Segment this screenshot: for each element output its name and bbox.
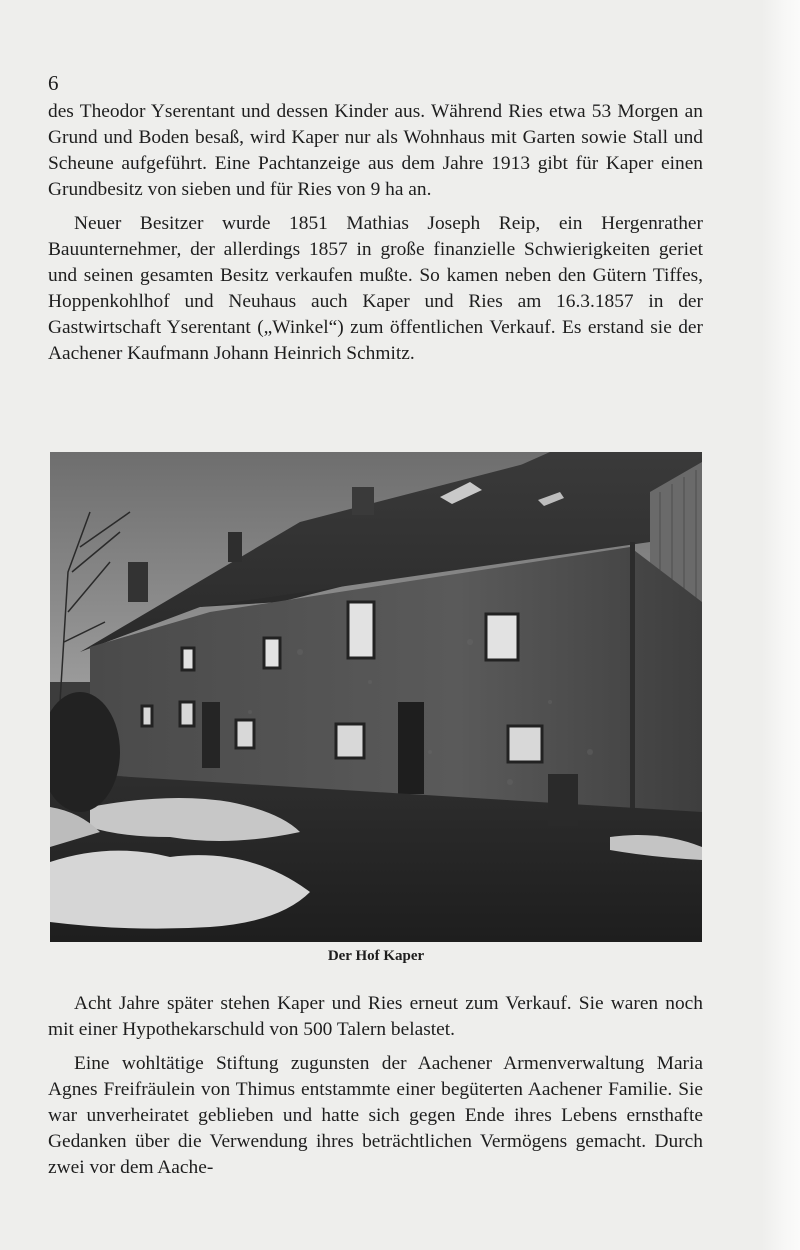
figure-caption: Der Hof Kaper [327, 948, 425, 964]
paragraph: Acht Jahre später stehen Kaper und Ries erneut zum Verkauf. Sie waren noch mit einer Hypothekarschuld von 500 Talern belastet. [48, 993, 703, 1040]
farmhouse-photo [50, 452, 702, 942]
page-edge [762, 0, 800, 1250]
page-number: 6 [48, 71, 59, 95]
text-block-bottom [48, 991, 703, 1189]
paragraph: Neuer Besitzer wurde 1851 Mathias Joseph Reip, ein Hergenrather Bauunternehmer, der allerdings 1857 in große finanzielle Schwierigkeiten geriet und seinen gesamten Besitz verkaufen mußte. So kamen neben den Gütern Tiffes, Hoppenkohlhof und Neuhaus auch Kaper und Ries am 16.3.1857 in der Gastwirtschaft Yserentant („Winkel“) zum öffentlichen Verkauf. Es erstand sie der Aachener Kaufmann Johann Heinrich Schmitz. [48, 213, 703, 364]
paragraph: Eine wohltätige Stiftung zugunsten der Aachener Armenverwaltung Maria Agnes Freifräulein von Thimus entstammte einer begüterten Aachener Familie. Sie war unverheiratet geblieben und hatte sich gegen Ende ihres Lebens ernsthafte Gedanken über die Verwendung ihres beträchtlichen Vermögens gemacht. Durch zwei vor dem Aache- [48, 1053, 703, 1178]
text-block-top [48, 99, 703, 375]
paragraph: des Theodor Yserentant und dessen Kinder aus. Während Ries etwa 53 Morgen an Grund und Boden besaß, wird Kaper nur als Wohnhaus mit Garten sowie Stall und Scheune aufgeführt. Eine Pachtanzeige aus dem Jahre 1913 gibt für Kaper einen Grundbesitz von sieben und für Ries von 9 ha an. [48, 101, 703, 200]
